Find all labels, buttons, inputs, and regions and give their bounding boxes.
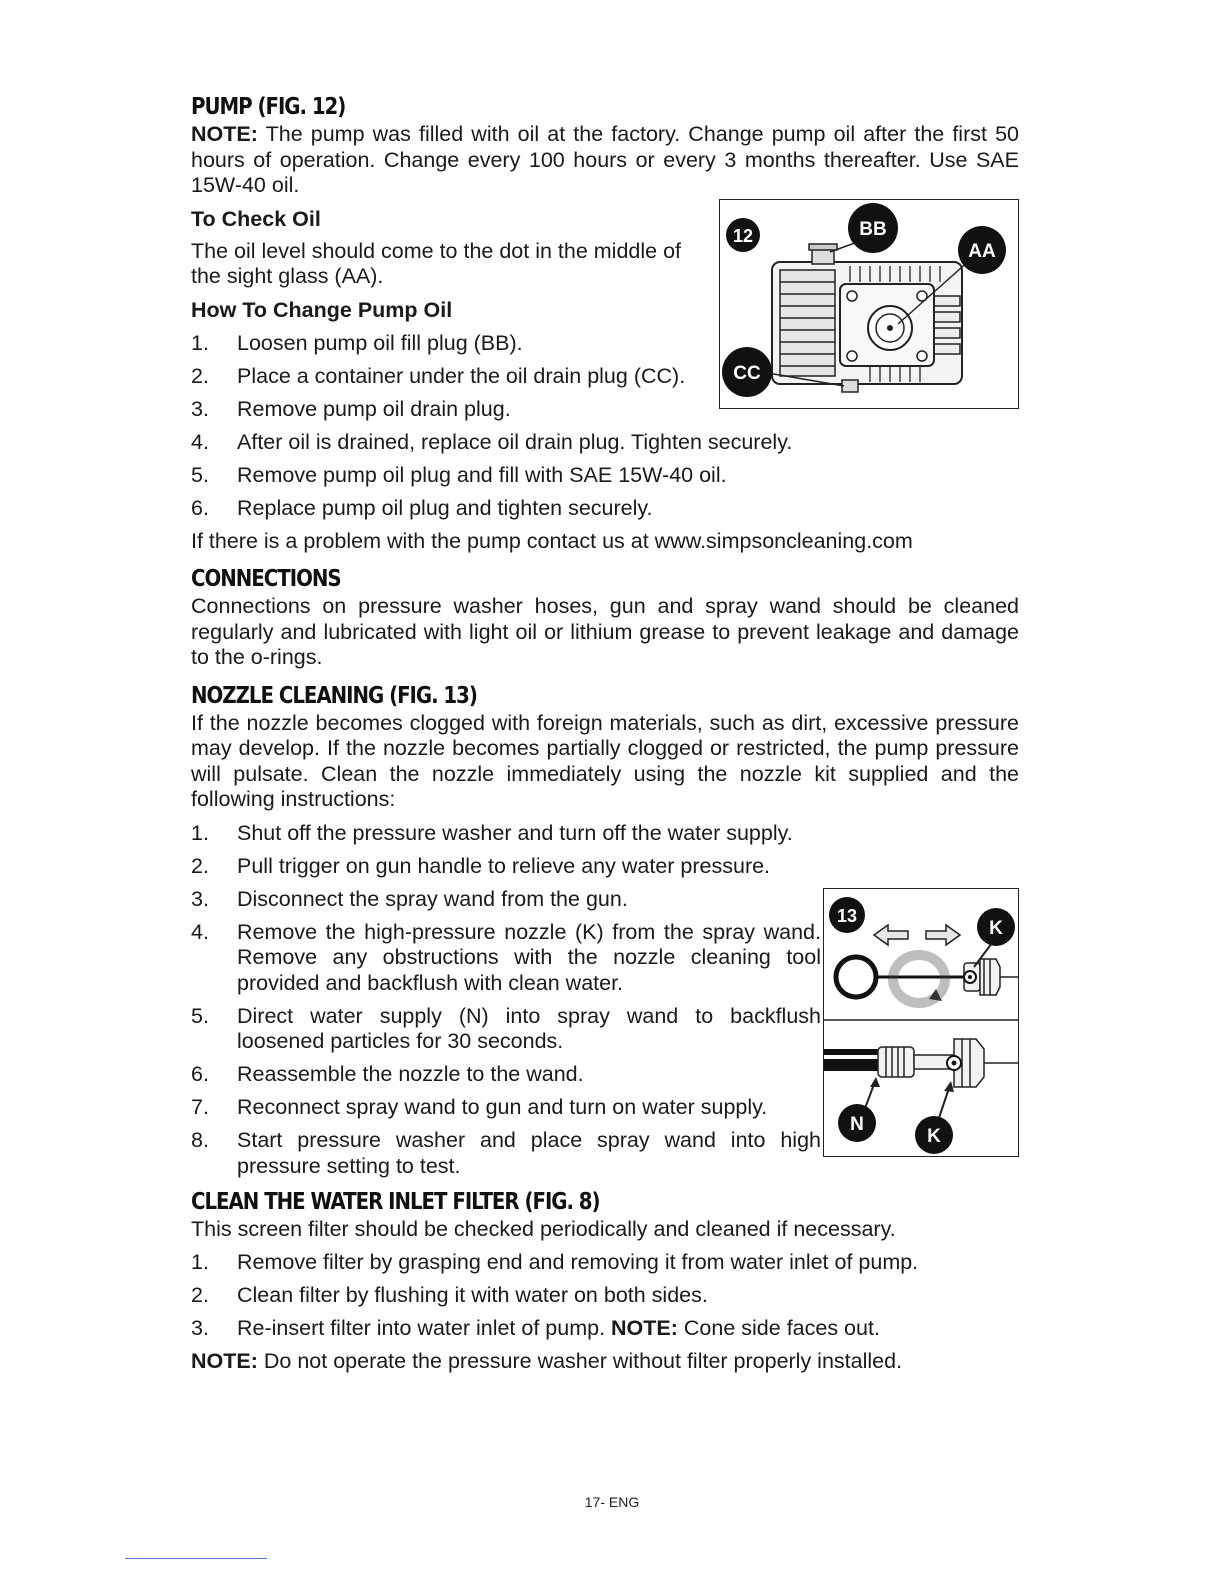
filter-final-note: NOTE: Do not operate the pressure washer without filter properly installed. [191,1349,903,1373]
list-item: 1. Shut off the pressure washer and turn off the water supply. [191,820,793,845]
callout-bb [848,203,898,253]
list-item: 3. Remove pump oil drain plug. [191,396,511,421]
figure-13-nozzle [823,888,1019,1157]
callout-k-top [977,908,1015,946]
pump-illustration [720,200,1018,408]
list-item: 6. Replace pump oil plug and tighten securely. [191,495,653,520]
list-item: 1. Loosen pump oil fill plug (BB). [191,330,523,355]
svg-text:12: 12 [732,226,754,246]
filter-intro: This screen filter should be checked periodically and cleaned if necessary. [191,1216,896,1241]
svg-text:AA: AA [968,241,996,262]
connections-heading: CONNECTIONS [191,566,341,592]
nozzle-illustration [824,889,1018,1156]
figure-12-number [726,218,760,252]
svg-text:13: 13 [836,906,858,926]
list-item: 3. Re-insert filter into water inlet of pump. NOTE: Cone side faces out. [191,1316,880,1340]
nozzle-intro: If the nozzle becomes clogged with foreign materials, such as dirt, excessive pressure may develop. If the nozzle becomes partially clogged or restricted, the pump pressure will pulsate. Clean the nozzle immediately using the nozzle kit supplied and the following instructions: [191,710,1019,811]
nozzle-heading: NOZZLE CLEANING (FIG. 13) [191,682,477,709]
callout-k-bottom [915,1116,953,1154]
pump-note [191,122,1019,199]
check-oil-title: To Check Oil [191,206,321,231]
page-number: 17- ENG [584,1494,640,1510]
connections-text: Connections on pressure washer hoses, gun and spray wand should be cleaned regularly and lubricated with light oil or lithium grease to prevent leakage and damage to the o-rings. [191,594,1019,669]
callout-cc [722,347,772,397]
list-item: 1. Remove filter by grasping end and removing it from water inlet of pump. [191,1250,919,1274]
list-item: 5. Direct water supply (N) into spray wand to backflush loosened particles for 30 seconds. [191,1003,821,1053]
pump-heading: PUMP (FIG. 12) [191,94,346,120]
filter-heading: CLEAN THE WATER INLET FILTER (FIG. 8) [191,1188,600,1215]
figure-12-pump [719,199,1019,409]
pump-contact: If there is a problem with the pump contact us at www.simpsoncleaning.com [191,528,913,553]
filter-steps [191,1250,1019,1342]
list-item: 2. Clean filter by flushing it with water on both sides. [191,1283,708,1307]
list-item: 3. Disconnect the spray wand from the gun. [191,886,628,911]
svg-text:CC: CC [733,363,761,384]
list-item: 4. Remove the high-pressure nozzle (K) from the spray wand. Remove any obstructions with the nozzle cleaning tool provided and backflush with clean water. [191,919,821,995]
list-item: 2. Pull trigger on gun handle to relieve any water pressure. [191,853,771,878]
footer-rule [125,1558,267,1559]
list-item: 5. Remove pump oil plug and fill with SAE 15W-40 oil. [191,462,727,487]
callout-n [838,1104,876,1142]
callout-aa [958,226,1006,274]
svg-text:BB: BB [859,219,887,240]
svg-text:N: N [850,1114,864,1135]
pump-note-label: NOTE: [191,122,258,146]
list-item: 7. Reconnect spray wand to gun and turn on water supply. [191,1095,768,1119]
pump-note-text: The pump was filled with oil at the factory. Change pump oil after the first 50 hours of operation. Change every 100 hours or every 3 months thereafter. Use SAE 15W-40 oil. [191,122,1019,197]
list-item: 6. Reassemble the nozzle to the wand. [191,1062,584,1086]
change-oil-title: How To Change Pump Oil [191,297,453,322]
figure-13-number [829,897,865,933]
check-oil-text: The oil level should come to the dot in the middle of the sight glass (AA). [191,238,682,288]
list-item: 8. Start pressure washer and place spray wand into high pressure setting to test. [191,1128,821,1178]
svg-text:K: K [989,918,1003,939]
list-item: 2. Place a container under the oil drain plug (CC). [191,363,686,388]
svg-text:K: K [927,1126,941,1147]
list-item: 4. After oil is drained, replace oil drain plug. Tighten securely. [191,429,793,454]
